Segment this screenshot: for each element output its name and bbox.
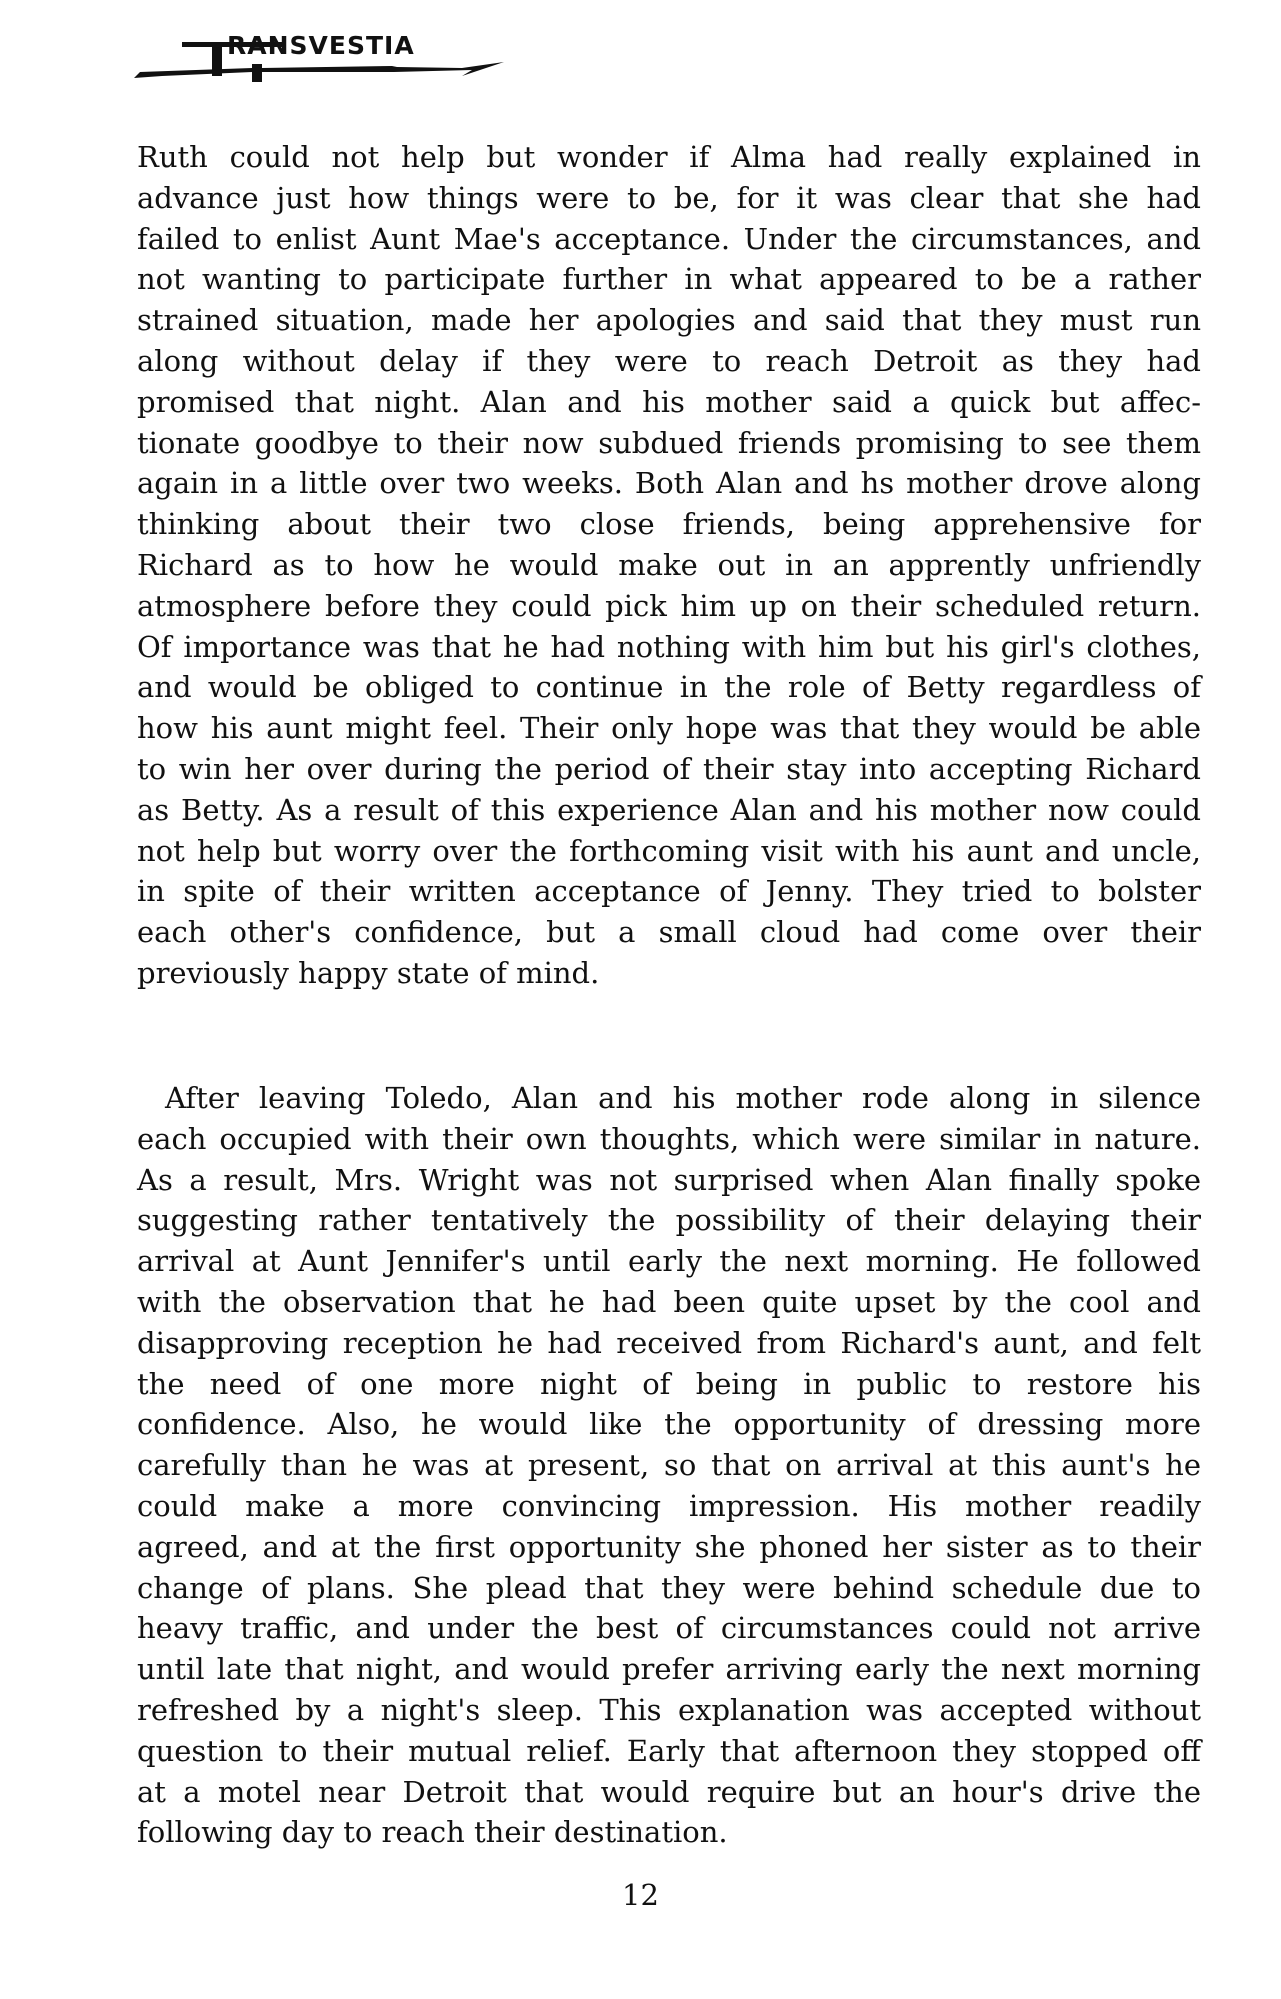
text-line: not help but worry over the forthcoming visit with his aunt and uncle,: [137, 833, 1201, 868]
text-line: promised that night. Alan and his mother said a quick but affec-: [137, 384, 1201, 419]
text-line: with the observation that he had been quite upset by the cool and: [137, 1284, 1201, 1319]
text-line: As a result, Mrs. Wright was not surprised when Alan finally spoke: [137, 1162, 1201, 1197]
text-line: failed to enlist Aunt Mae's acceptance. Under the circumstances, and: [137, 221, 1201, 256]
text-line: tionate goodbye to their now subdued friends promising to see them: [137, 425, 1201, 460]
text-line: Richard as to how he would make out in an apprently unfriendly: [137, 547, 1201, 582]
masthead-title: RANSVESTIA: [227, 31, 415, 60]
text-line: each other's confidence, but a small cloud had come over their: [137, 915, 1201, 950]
masthead: [132, 20, 512, 90]
text-line: Of importance was that he had nothing with him but his girl's clothes,: [137, 629, 1201, 664]
text-line: each occupied with their own thoughts, which were similar in nature.: [137, 1121, 1201, 1156]
text-line: strained situation, made her apologies and said that they must run: [137, 303, 1201, 338]
text-line: to win her over during the period of their stay into accepting Richard: [137, 751, 1201, 786]
text-line: refreshed by a night's sleep. This explanation was accepted without: [137, 1692, 1201, 1727]
text-line: until late that night, and would prefer arriving early the next morning: [137, 1652, 1201, 1687]
text-line: suggesting rather tentatively the possibility of their delaying their: [137, 1203, 1201, 1238]
text-line: disapproving reception he had received from Richard's aunt, and felt: [137, 1325, 1201, 1360]
text-line: as Betty. As a result of this experience Alan and his mother now could: [137, 792, 1201, 827]
text-line: how his aunt might feel. Their only hope was that they would be able: [137, 711, 1201, 746]
text-line: change of plans. She plead that they were behind schedule due to: [137, 1570, 1201, 1605]
text-line: along without delay if they were to reach Detroit as they had: [137, 343, 1201, 378]
text-line: After leaving Toledo, Alan and his mother rode along in silence: [165, 1081, 1201, 1115]
text-line: the need of one more night of being in public to restore his: [137, 1366, 1201, 1401]
text-line: not wanting to participate further in what appeared to be a rather: [137, 262, 1201, 297]
text-line: arrival at Aunt Jennifer's until early the next morning. He followed: [137, 1244, 1201, 1279]
text-line: advance just how things were to be, for it was clear that she had: [137, 180, 1201, 215]
paragraph-1: [137, 137, 1201, 994]
text-line: atmosphere before they could pick him up on their scheduled return.: [137, 588, 1201, 623]
text-line: could make a more convincing impression. His mother readily: [137, 1488, 1201, 1523]
text-line: again in a little over two weeks. Both Alan and hs mother drove along: [137, 466, 1201, 501]
text-line: carefully than he was at present, so that on arrival at this aunt's he: [137, 1448, 1201, 1483]
text-line: Ruth could not help but wonder if Alma had really explained in: [137, 140, 1201, 174]
text-line: in spite of their written acceptance of Jenny. They tried to bolster: [137, 874, 1201, 909]
text-line: at a motel near Detroit that would require but an hour's drive the: [137, 1774, 1201, 1809]
text-line: question to their mutual relief. Early that afternoon they stopped off: [137, 1733, 1201, 1768]
text-line: following day to reach their destination.: [137, 1815, 728, 1850]
paragraph-2: [137, 1078, 1201, 1853]
page-number: 12: [622, 1878, 659, 1912]
text-line: agreed, and at the first opportunity she phoned her sister as to their: [137, 1529, 1201, 1564]
text-line: previously happy state of mind.: [137, 955, 600, 990]
text-line: confidence. Also, he would like the opportunity of dressing more: [137, 1407, 1201, 1442]
text-line: thinking about their two close friends, being apprehensive for: [137, 507, 1201, 542]
text-line: and would be obliged to continue in the role of Betty regardless of: [137, 670, 1201, 705]
text-line: heavy traffic, and under the best of circumstances could not arrive: [137, 1611, 1201, 1646]
